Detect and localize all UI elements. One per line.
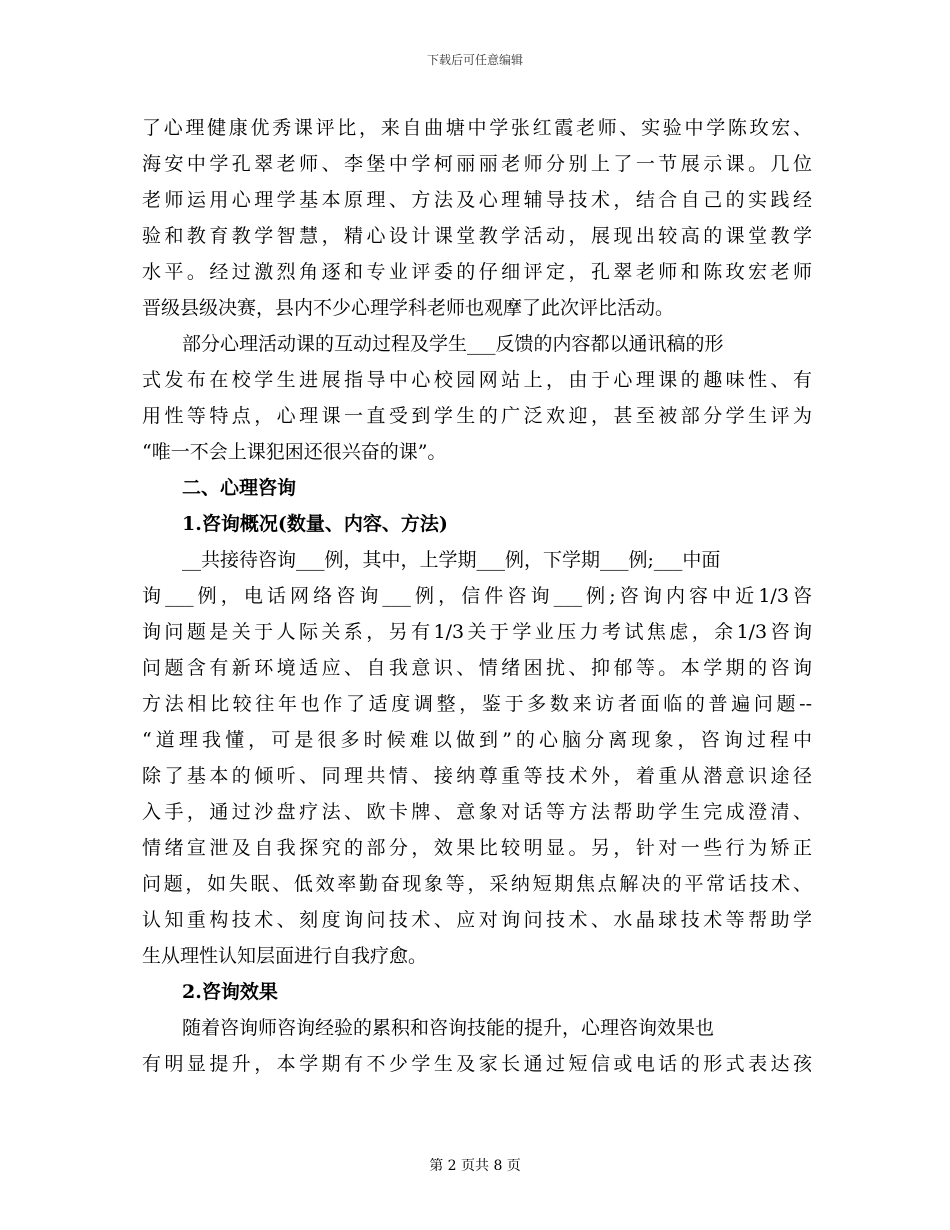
text-line: 了心理健康优秀课评比，来自曲塘中学张红霞老师、实验中学陈玫宏、 [142, 117, 812, 139]
text-line: 认知重构技术、刻度询问技术、应对询问技术、水晶球技术等帮助学 [142, 909, 812, 931]
text-line: 询问题是关于人际关系，另有1/3关于学业压力考试焦虑，余1/3咨询 [142, 621, 812, 643]
text-line: __共接待咨询___例，其中，上学期___例，下学期___例;___中面 [182, 549, 721, 571]
text-line: 情绪宣泄及自我探究的部分，效果比较明显。另，针对一些行为矫正 [142, 837, 812, 859]
section-heading: 二、心理咨询 [182, 477, 297, 499]
text-line: 用性等特点，心理课一直受到学生的广泛欢迎，甚至被部分学生评为 [142, 405, 812, 427]
text-line: 问题，如失眠、低效率勤奋现象等，采纳短期焦点解决的平常话技术、 [142, 873, 812, 895]
text-line: 入手，通过沙盘疗法、欧卡牌、意象对话等方法帮助学生完成澄清、 [142, 801, 812, 823]
text-line: “道理我懂，可是很多时候难以做到”的心脑分离现象，咨询过程中 [142, 729, 812, 751]
page-header: 下载后可任意编辑 [426, 53, 523, 67]
text-line: 询___例，电话网络咨询___例，信件咨询___例;咨询内容中近1/3咨 [142, 585, 812, 607]
text-line: 水平。经过激烈角逐和专业评委的仔细评定，孔翠老师和陈玫宏老师 [142, 261, 812, 283]
section-heading: 1.咨询概况(数量、内容、方法) [182, 513, 448, 535]
section-heading: 2.咨询效果 [182, 981, 278, 1003]
text-line: 验和教育教学智慧，精心设计课堂教学活动，展现出较高的课堂教学 [142, 225, 812, 247]
text-line: 部分心理活动课的互动过程及学生___反馈的内容都以通讯稿的形 [182, 333, 724, 355]
text-line: 有明显提升，本学期有不少学生及家长通过短信或电话的形式表达孩 [142, 1053, 812, 1075]
text-line: 生从理性认知层面进行自我疗愈。 [142, 945, 428, 967]
text-line: 式发布在校学生进展指导中心校园网站上，由于心理课的趣味性、有 [142, 369, 812, 391]
text-line: 晋级县级决赛，县内不少心理学科老师也观摩了此次评比活动。 [142, 297, 675, 319]
text-line: 海安中学孔翠老师、李堡中学柯丽丽老师分别上了一节展示课。几位 [142, 153, 812, 175]
text-line: 老师运用心理学基本原理、方法及心理辅导技术，结合自己的实践经 [142, 189, 812, 211]
text-line: 除了基本的倾听、同理共情、接纳尊重等技术外，着重从潜意识途径 [142, 765, 812, 787]
page-number: 第 2 页共 8 页 [429, 1158, 521, 1174]
text-line: 方法相比较往年也作了适度调整，鉴于多数来访者面临的普遍问题-- [142, 693, 812, 715]
text-line: 随着咨询师咨询经验的累积和咨询技能的提升，心理咨询效果也 [182, 1017, 715, 1039]
document-body [142, 110, 812, 1082]
text-line: “唯一不会上课犯困还很兴奋的课”。 [142, 441, 447, 463]
text-lines [142, 110, 812, 1082]
text-line: 问题含有新环境适应、自我意识、情绪困扰、抑郁等。本学期的咨询 [142, 657, 812, 679]
